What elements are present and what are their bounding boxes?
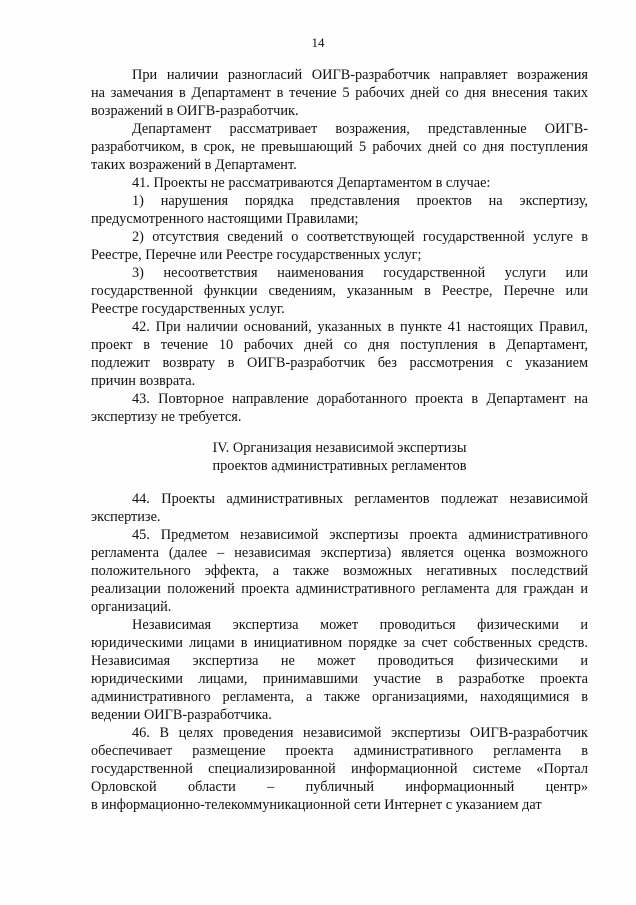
text-line: государственной специализированной информационной системе «Портал — [91, 761, 588, 777]
text-line: подлежит возврату в ОИГВ-разработчик без рассмотрения с указанием — [91, 355, 588, 371]
text-line: государственной функции сведениям, указанным в Реестре, Перечне или — [91, 283, 588, 299]
text-line: Независимая экспертиза не может проводиться физическими и — [91, 653, 588, 669]
text-line: экспертизе. — [91, 509, 161, 525]
text-line: на замечания в Департамент в течение 5 рабочих дней со дня внесения таких — [91, 85, 588, 101]
text-line: регламента (далее – независимая экспертиза) является оценка возможного — [91, 545, 588, 561]
text-line: предусмотренного настоящими Правилами; — [91, 211, 359, 227]
text-line: реализации положений проекта административного регламента для граждан и — [91, 581, 588, 597]
text-line: в информационно-телекоммуникационной сети Интернет с указанием дат — [91, 797, 542, 813]
text-line: Независимая экспертиза может проводиться физическими и — [132, 617, 588, 633]
text-line: Реестре, Перечне или Реестре государственных услуг; — [91, 247, 422, 263]
text-line: 46. В целях проведения независимой экспертизы ОИГВ-разработчик — [132, 725, 588, 741]
text-line: положительного эффекта, а также возможных негативных последствий — [91, 563, 588, 579]
text-line: экспертизу не требуется. — [91, 409, 242, 425]
text-line: обеспечивает размещение проекта административного регламента в — [91, 743, 588, 759]
text-line: причин возврата. — [91, 373, 196, 389]
text-line: 43. Повторное направление доработанного проекта в Департамент на — [132, 391, 588, 407]
text-line: юридическими лицами, принимавшими участие в разработке проекта — [91, 671, 588, 687]
text-line: проект в течение 10 рабочих дней со дня поступления в Департамент, — [91, 337, 588, 353]
text-line: 44. Проекты административных регламентов подлежат независимой — [132, 491, 588, 507]
text-line: ведении ОИГВ-разработчика. — [91, 707, 272, 723]
page-number: 14 — [311, 35, 325, 50]
text-line: 45. Предметом независимой экспертизы проекта административного — [132, 527, 588, 543]
text-line: 2) отсутствия сведений о соответствующей государственной услуге в — [132, 229, 588, 245]
text-line: возражений в ОИГВ-разработчик. — [91, 103, 299, 119]
text-line: 3) несоответствия наименования государственной услуги или — [132, 265, 588, 281]
text-line: юридическими лицами в инициативном порядке за счет собственных средств. — [91, 635, 588, 651]
text-line: Орловской области – публичный информационный центр» — [91, 779, 588, 795]
text-line: 1) нарушения порядка представления проектов на экспертизу, — [132, 193, 588, 209]
section-heading: проектов административных регламентов — [212, 458, 467, 474]
text-line: 41. Проекты не рассматриваются Департаментом в случае: — [132, 175, 491, 191]
text-line: административного регламента, а также организациями, находящимися в — [91, 689, 588, 705]
text-line: При наличии разногласий ОИГВ-разработчик направляет возражения — [132, 67, 588, 83]
text-line: организаций. — [91, 599, 172, 615]
text-line: 42. При наличии оснований, указанных в пункте 41 настоящих Правил, — [132, 319, 588, 335]
text-line: таких возражений в Департамент. — [91, 157, 297, 173]
text-line: Реестре государственных услуг. — [91, 301, 285, 317]
text-line: Департамент рассматривает возражения, представленные ОИГВ- — [132, 121, 588, 137]
text-line: разработчиком, в срок, не превышающий 5 рабочих дней со дня поступления — [91, 139, 588, 155]
section-heading: IV. Организация независимой экспертизы — [212, 440, 467, 456]
